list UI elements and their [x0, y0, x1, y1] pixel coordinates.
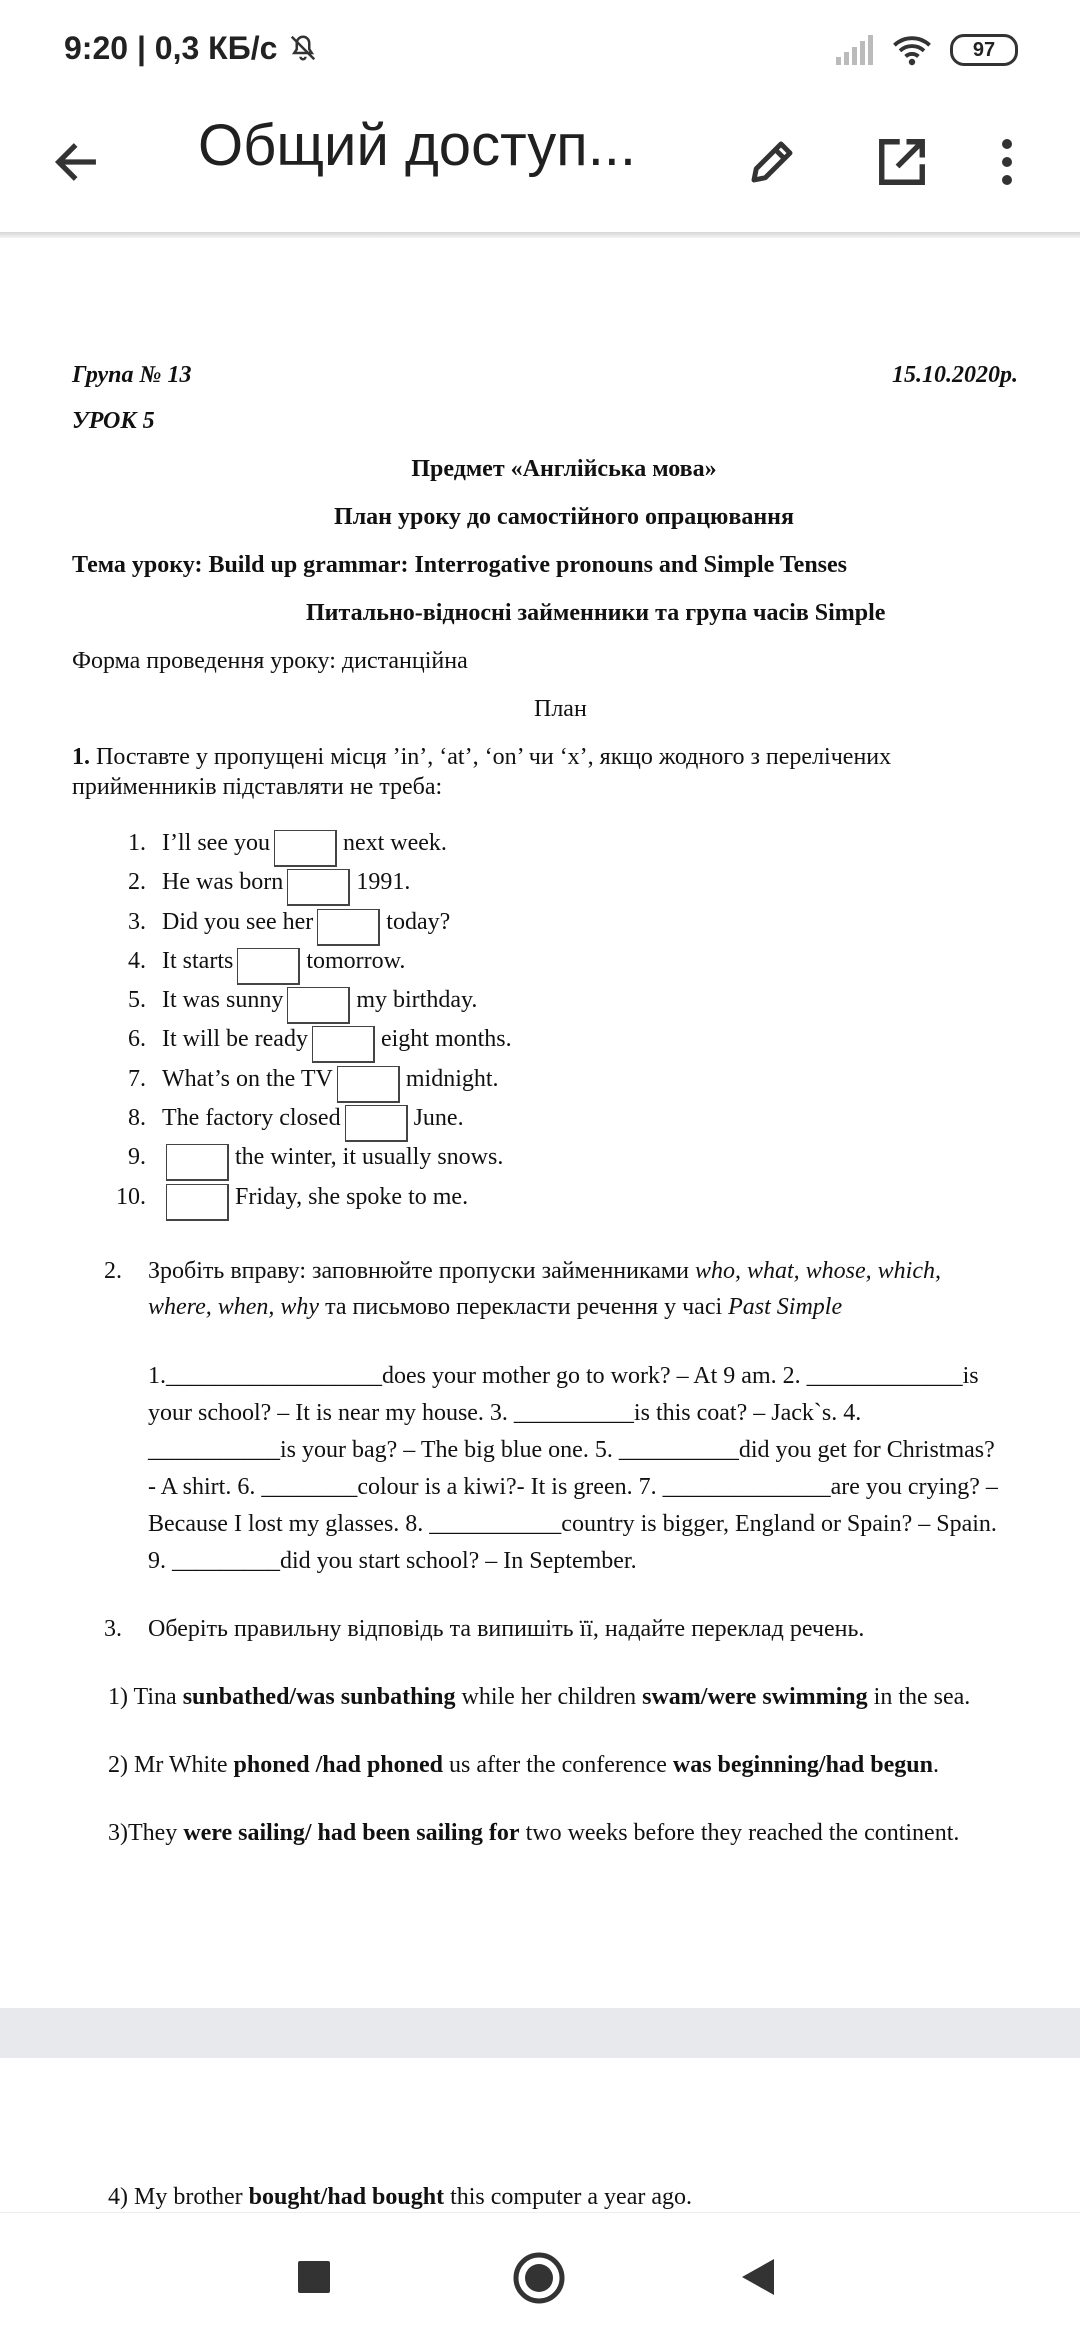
answer-box[interactable] [337, 1066, 400, 1103]
s1-text: in the sea. [867, 1684, 971, 1710]
doc-plan-label: План [534, 696, 587, 722]
s3-text: 3)They [108, 1820, 184, 1846]
task2-intro-text: Зробіть вправу: заповнюйте пропуски займенниками [148, 1258, 695, 1284]
s1-text: while her children [455, 1684, 643, 1710]
task2-line: your school? – It is near my house. 3. __________is this coat? – Jack`s. 4. [148, 1400, 862, 1426]
task1-item-text-after: tomorrow. [306, 947, 406, 974]
task2-line: ___________is your bag? – The big blue one. 5. __________did you get for Christmas? [148, 1437, 995, 1463]
back-button[interactable] [40, 126, 112, 198]
s3-text: two weeks before they reached the continent. [519, 1820, 960, 1846]
task1-line1 [72, 744, 891, 771]
task1-item-number: 9. [128, 1144, 146, 1171]
task3-intro: Оберіть правильну відповідь та випишіть її, надайте переклад речень. [148, 1616, 865, 1642]
answer-box[interactable] [317, 909, 380, 946]
doc-form: Форма проведення уроку: дистанційна [72, 648, 468, 674]
doc-topic: Тема уроку: Build up grammar: Interrogative pronouns and Simple Tenses [72, 552, 847, 578]
task1-item-text-after: June. [413, 1105, 464, 1132]
task1-list [104, 830, 512, 1223]
task2-line: 9. _________did you start school? – In September. [148, 1548, 637, 1574]
s4-option: bought/had bought [248, 2184, 445, 2210]
task1-item [104, 948, 512, 987]
task1-item-number: 7. [128, 1065, 146, 1092]
battery-indicator [950, 34, 1018, 66]
task1-item-text-before: I’ll see you [162, 830, 270, 856]
open-external-icon [875, 135, 929, 189]
task1-item-text-after: eight months. [380, 1026, 512, 1053]
page-gap [0, 2008, 1080, 2058]
doc-lesson: УРОК 5 [72, 408, 155, 434]
task3-sentence-3 [108, 1820, 959, 1847]
task3-sentence-2 [108, 1752, 939, 1779]
answer-box[interactable] [287, 869, 350, 906]
task2-number: 2. [104, 1258, 122, 1284]
answer-box[interactable] [237, 948, 300, 985]
nav-back-button[interactable] [740, 2257, 780, 2297]
triangle-back-icon [740, 2257, 776, 2297]
task1-item-text-after: Friday, she spoke to me. [235, 1183, 469, 1210]
battery-level: 97 [972, 38, 996, 61]
circle-icon [512, 2251, 566, 2305]
answer-box[interactable] [345, 1105, 408, 1142]
open-in-button[interactable] [866, 126, 938, 198]
task1-item-text-before: What’s on the TV [162, 1065, 333, 1092]
signal-icon [834, 35, 874, 65]
s4-text: 4) My brother [108, 2184, 249, 2210]
task1-item [104, 1066, 512, 1105]
task1-item-text-before: The factory closed [162, 1105, 341, 1132]
task1-item-number: 2. [128, 869, 146, 896]
task1-item [104, 1105, 512, 1144]
doc-plan-title: План уроку до самостійного опрацювання [334, 504, 794, 530]
status-icons [834, 30, 1018, 70]
task1-item-text-after: midnight. [405, 1065, 499, 1092]
more-vert-icon [1000, 138, 1014, 186]
s2-option: phoned /had phoned [233, 1752, 443, 1778]
system-nav-bar [0, 2212, 1080, 2341]
arrow-left-icon [50, 136, 102, 188]
s2-text: . [932, 1752, 939, 1778]
edit-button[interactable] [736, 126, 808, 198]
task2-line: Because I lost my glasses. 8. ___________country is bigger, England or Spain? – Spain. [148, 1511, 997, 1537]
square-icon [298, 2261, 330, 2293]
doc-subject: Предмет «Англійська мова» [411, 456, 717, 482]
doc-date: 15.10.2020р. [892, 362, 1018, 388]
task2-intro-line1 [148, 1258, 941, 1285]
task1-item [104, 987, 512, 1026]
task1-item-text-before: Did you see her [162, 908, 314, 935]
task1-item-number: 5. [128, 987, 146, 1014]
notifications-off-icon [288, 33, 318, 63]
answer-box[interactable] [166, 1144, 229, 1181]
answer-box[interactable] [166, 1184, 229, 1221]
answer-box[interactable] [287, 987, 350, 1024]
task3-sentence-4 [108, 2184, 692, 2211]
task1-item-text-before: It will be ready [162, 1026, 308, 1053]
task1-item-text-after: next week. [342, 830, 447, 856]
status-time [64, 30, 318, 67]
task1-item-number: 1. [128, 830, 146, 856]
task1-item-text-after: today? [386, 908, 451, 935]
task1-item-text-before: It starts [162, 947, 234, 974]
doc-group: Група № 13 [72, 362, 192, 388]
task1-text1: Поставте у пропущені місця ’in’, ‘at’, ‘on’ чи ‘x’, якщо жодного з перелічених [90, 744, 892, 770]
task1-number: 1. [72, 744, 90, 770]
s2-text: 2) Mr White [108, 1752, 234, 1778]
app-bar-title: Общий доступ... [198, 113, 637, 178]
task1-item-number: 4. [128, 947, 146, 974]
doc-topic-ua: Питально-відносні займенники та група часів Simple [306, 600, 886, 626]
task2-line: - A shirt. 6. ________colour is a kiwi?- It is green. 7. ______________are you crying? – [148, 1474, 998, 1500]
task3-sentence-1 [108, 1684, 970, 1711]
s2-text: us after the conference [442, 1752, 673, 1778]
more-menu-button[interactable] [982, 126, 1032, 198]
task1-item-number: 10. [116, 1183, 146, 1210]
home-button[interactable] [512, 2251, 566, 2305]
task2-pronouns: who, what, whose, which, [694, 1258, 941, 1284]
answer-box[interactable] [312, 1026, 375, 1063]
task1-item [104, 1144, 512, 1183]
s1-text: 1) Tina [108, 1684, 183, 1710]
task1-item [104, 1026, 512, 1065]
s1-option: swam/were swimming [642, 1684, 868, 1710]
document-page-2 [0, 2058, 1080, 2212]
task1-item [104, 869, 512, 908]
task1-line2: прийменників підставляти не треба: [72, 774, 443, 800]
task2-tense: Past Simple [728, 1294, 843, 1320]
task2-intro-text-2: та письмово перекласти речення у часі [319, 1294, 729, 1320]
task2-intro-line2 [148, 1294, 842, 1321]
status-time-text: 9:20 | 0,3 КБ/с [64, 30, 278, 66]
recents-button[interactable] [298, 2261, 332, 2295]
pencil-icon [745, 135, 799, 189]
s4-text: this computer a year ago. [444, 2184, 692, 2210]
task1-item [104, 830, 512, 869]
wifi-icon [892, 34, 932, 66]
task2-exercise [148, 1358, 1048, 1580]
status-bar [0, 0, 1080, 100]
answer-box[interactable] [274, 830, 337, 867]
task1-item-number: 3. [128, 908, 146, 935]
task1-item [104, 909, 512, 948]
task1-item-text-before: He was born [162, 869, 284, 896]
task1-item-text-after: the winter, it usually snows. [235, 1144, 504, 1171]
task3-number: 3. [104, 1616, 122, 1642]
task1-item-text-before: It was sunny [162, 987, 284, 1014]
task1-item-text-after: 1991. [356, 869, 411, 896]
task2-pronouns-2: where, when, why [148, 1294, 320, 1320]
task1-item [104, 1184, 512, 1223]
s3-option: were sailing/ had been sailing for [183, 1820, 520, 1846]
task1-item-number: 8. [128, 1105, 146, 1132]
s1-option: sunbathed/was sunbathing [182, 1684, 456, 1710]
s2-option: was beginning/had begun [672, 1752, 933, 1778]
task1-item-text-after: my birthday. [356, 987, 478, 1014]
task1-item-number: 6. [128, 1026, 146, 1053]
task2-line: 1.__________________does your mother go to work? – At 9 am. 2. _____________is [148, 1363, 979, 1389]
